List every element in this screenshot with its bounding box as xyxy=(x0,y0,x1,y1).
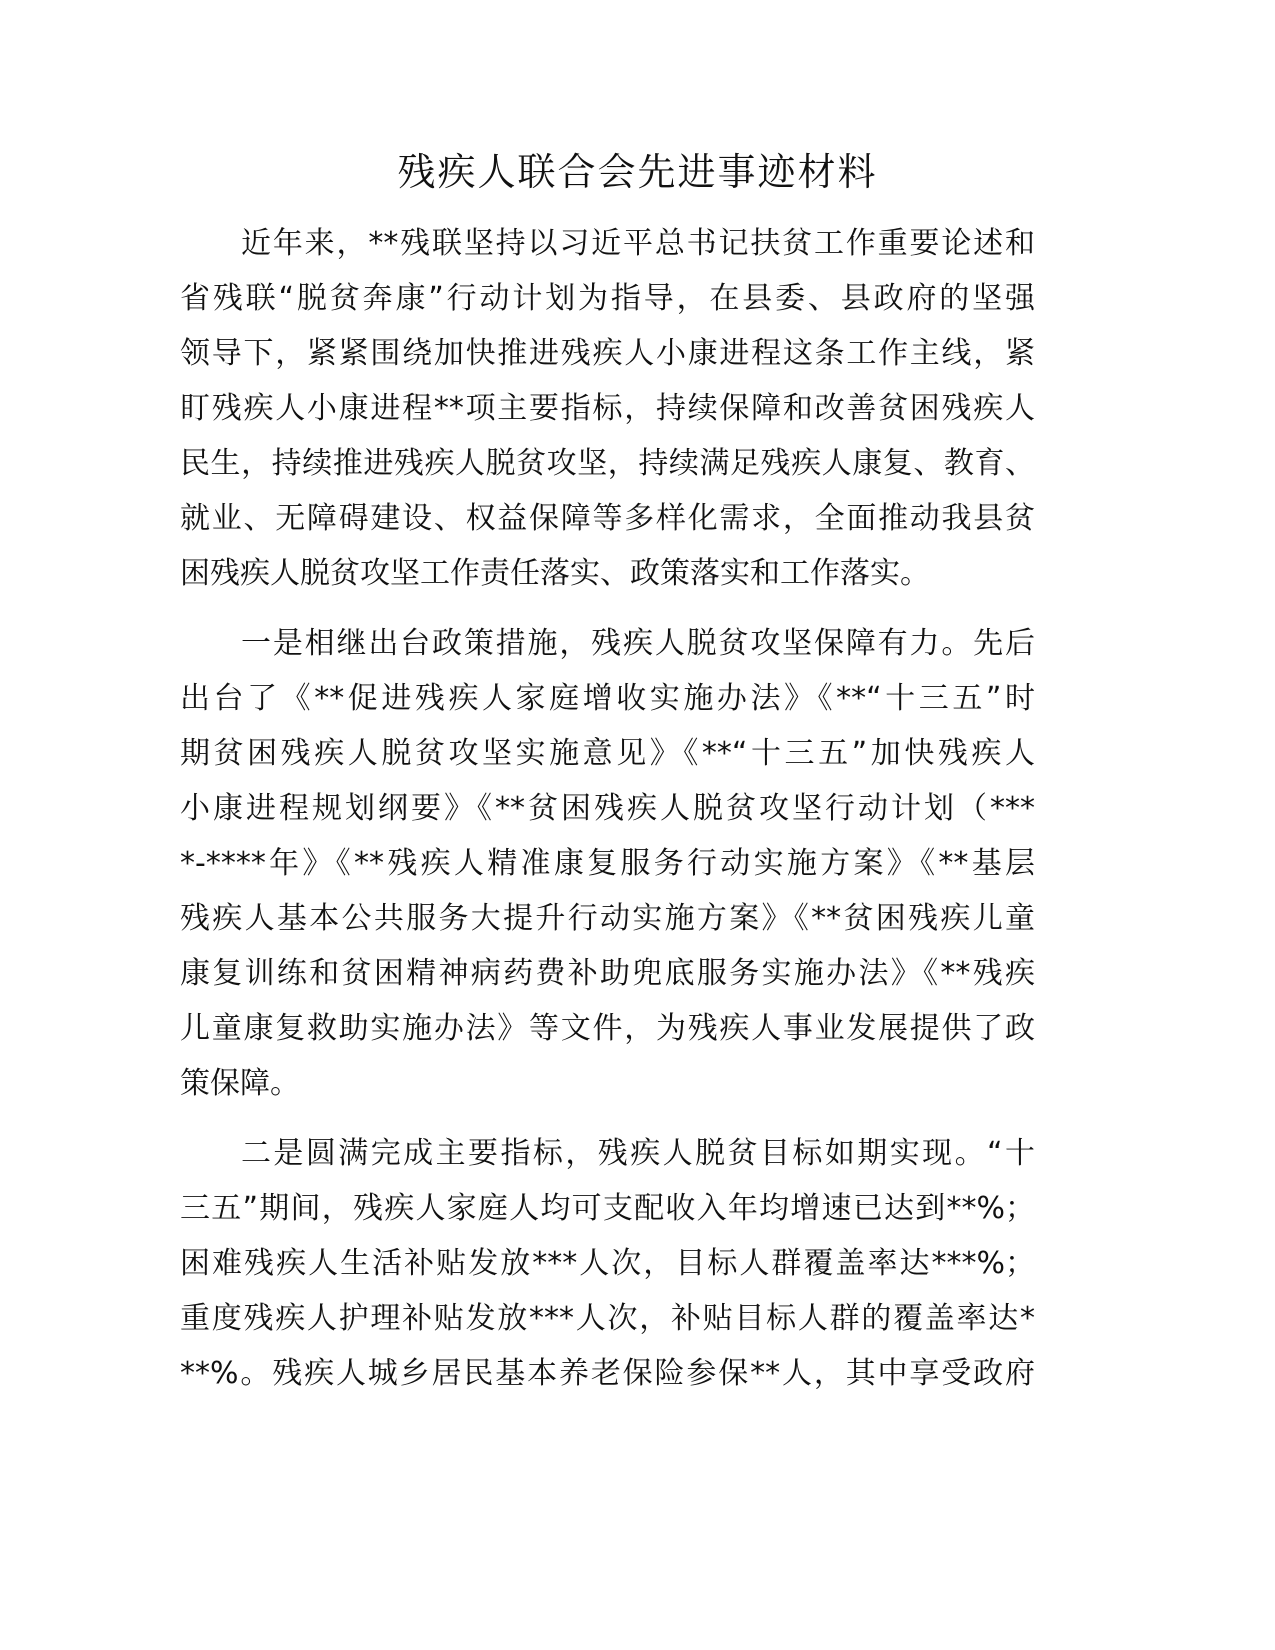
text-line: 省残联“脱贫奔康”行动计划为指导，在县委、县政府的坚强 xyxy=(180,281,1035,316)
text-line: 民生，持续推进残疾人脱贫攻坚，持续满足残疾人康复、教育、 xyxy=(180,446,1035,481)
text-line: 二是圆满完成主要指标，残疾人脱贫目标如期实现。“十 xyxy=(241,1136,1035,1171)
text-line: 小康进程规划纲要》《**贫困残疾人脱贫攻坚行动计划（*** xyxy=(180,791,1035,826)
text-line: 盯残疾人小康进程**项主要指标，持续保障和改善贫困残疾人 xyxy=(180,391,1035,426)
document-body xyxy=(180,216,1035,1416)
text-line: 一是相继出台政策措施，残疾人脱贫攻坚保障有力。先后 xyxy=(241,626,1035,661)
paragraph xyxy=(180,616,1035,1111)
text-line: 出台了《**促进残疾人家庭增收实施办法》《**“十三五”时 xyxy=(180,681,1035,716)
document-title: 残疾人联合会先进事迹材料 xyxy=(397,150,878,194)
text-line: 康复训练和贫困精神病药费补助兜底服务实施办法》《**残疾 xyxy=(180,956,1035,991)
text-line: 期贫困残疾人脱贫攻坚实施意见》《**“十三五”加快残疾人 xyxy=(180,736,1035,771)
text-line: **%。残疾人城乡居民基本养老保险参保**人，其中享受政府 xyxy=(180,1356,1035,1391)
paragraph xyxy=(180,216,1035,601)
text-line: 困残疾人脱贫攻坚工作责任落实、政策落实和工作落实。 xyxy=(180,556,930,591)
text-line: 策保障。 xyxy=(180,1066,300,1101)
text-line: 就业、无障碍建设、权益保障等多样化需求，全面推动我县贫 xyxy=(180,501,1035,536)
text-line: 儿童康复救助实施办法》等文件，为残疾人事业发展提供了政 xyxy=(180,1011,1035,1046)
text-line: 三五”期间，残疾人家庭人均可支配收入年均增速已达到**%； xyxy=(180,1191,1035,1226)
text-line: *-****年》《**残疾人精准康复服务行动实施方案》《**基层 xyxy=(180,846,1035,881)
text-line: 重度残疾人护理补贴发放***人次，补贴目标人群的覆盖率达* xyxy=(180,1301,1035,1336)
text-line: 近年来，**残联坚持以习近平总书记扶贫工作重要论述和 xyxy=(241,226,1035,261)
text-line: 困难残疾人生活补贴发放***人次，目标人群覆盖率达***%； xyxy=(180,1246,1035,1281)
text-line: 领导下，紧紧围绕加快推进残疾人小康进程这条工作主线，紧 xyxy=(180,336,1035,371)
text-line: 残疾人基本公共服务大提升行动实施方案》《**贫困残疾儿童 xyxy=(180,901,1035,936)
paragraph xyxy=(180,1126,1035,1401)
